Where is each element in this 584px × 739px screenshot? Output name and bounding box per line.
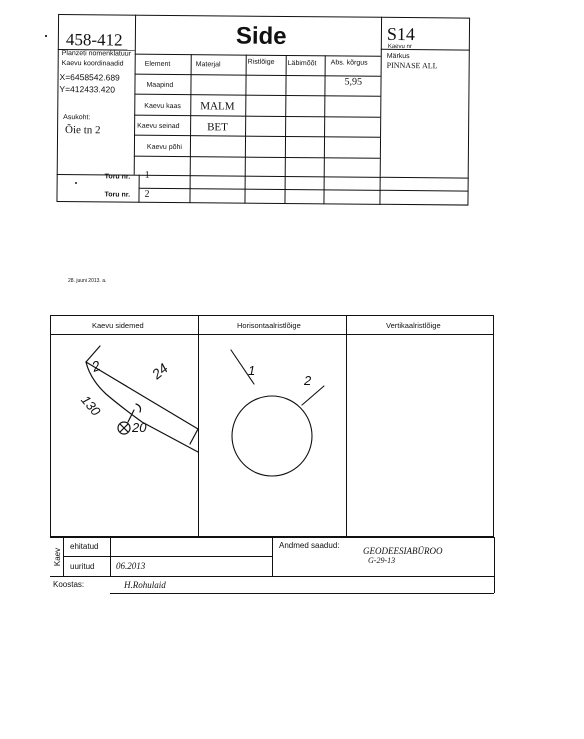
coords-label: Kaevu koordinaadid <box>61 60 124 68</box>
card-title: Side <box>235 22 287 50</box>
sketch-note: 20 <box>132 420 147 435</box>
row-material: MALM <box>200 100 235 113</box>
col-abs-height: Abs. kõrgus <box>330 59 368 67</box>
plan-number: 458-412 <box>65 30 123 50</box>
scan-dot <box>75 182 77 184</box>
data-from-code: G-29-13 <box>368 556 396 565</box>
date-note: 28. juuni 2013. a. <box>68 278 107 284</box>
scan-dot <box>45 35 47 37</box>
y-coordinate: Y=412433.420 <box>59 83 116 95</box>
well-number-label: Kaevu nr <box>387 43 412 51</box>
pipe-value: 1 <box>144 169 150 181</box>
compiled-label: Koostas: <box>53 580 85 589</box>
header-horizontal-section: Horisontaalristlõige <box>237 321 301 330</box>
built-label: ehitatud <box>70 542 99 551</box>
footer-side-label: Kaev <box>53 547 63 567</box>
location-value: Õie tn 2 <box>65 124 101 137</box>
plan-number-label: Planzeti nomenklatuur <box>61 50 132 58</box>
row-abs-height: 5,95 <box>344 76 363 88</box>
sketch-note: 24 <box>148 359 171 383</box>
data-from-label: Andmed saadud: <box>279 541 340 550</box>
col-diameter: Läbimõõt <box>287 59 317 68</box>
surveyed-label: uuritud <box>70 562 95 571</box>
col-cross-section: Ristlõige <box>247 58 275 66</box>
horizontal-section-sketch <box>198 334 346 534</box>
section-note: 1 <box>248 363 256 378</box>
section-note: 2 <box>304 373 312 388</box>
pipe-value: 2 <box>144 188 150 200</box>
well-connections-sketch <box>50 334 198 534</box>
row-element: Kaevu kaas <box>144 102 181 111</box>
col-remark: Märkus <box>386 52 410 61</box>
compiled-value: H.Rohulaid <box>124 580 166 590</box>
sketch-note: 130 <box>78 392 104 419</box>
col-material: Materjal <box>195 61 221 69</box>
x-coordinate: X=6458542.689 <box>59 71 120 83</box>
well-number: S14 <box>386 23 416 45</box>
data-from-org: GEODEESIABÜROO <box>363 546 443 556</box>
row-element: Kaevu põhi <box>146 143 182 152</box>
header-well-connections: Kaevu sidemed <box>92 321 144 330</box>
remark-value: PINNASE ALL <box>386 60 438 71</box>
surveyed-value: 06.2013 <box>116 561 146 571</box>
pipe-label: Toru nr. <box>104 173 131 181</box>
location-label: Asukoht: <box>63 114 91 122</box>
pipe-label: Toru nr. <box>104 191 131 199</box>
row-element: Maapind <box>146 81 174 89</box>
row-material: BET <box>207 121 228 134</box>
well-card <box>0 0 584 225</box>
row-element: Kaevu seinad <box>137 122 180 131</box>
sketch-note: 2 <box>89 357 103 375</box>
col-element: Element <box>144 60 171 68</box>
header-vertical-section: Vertikaalristlõige <box>386 321 441 330</box>
